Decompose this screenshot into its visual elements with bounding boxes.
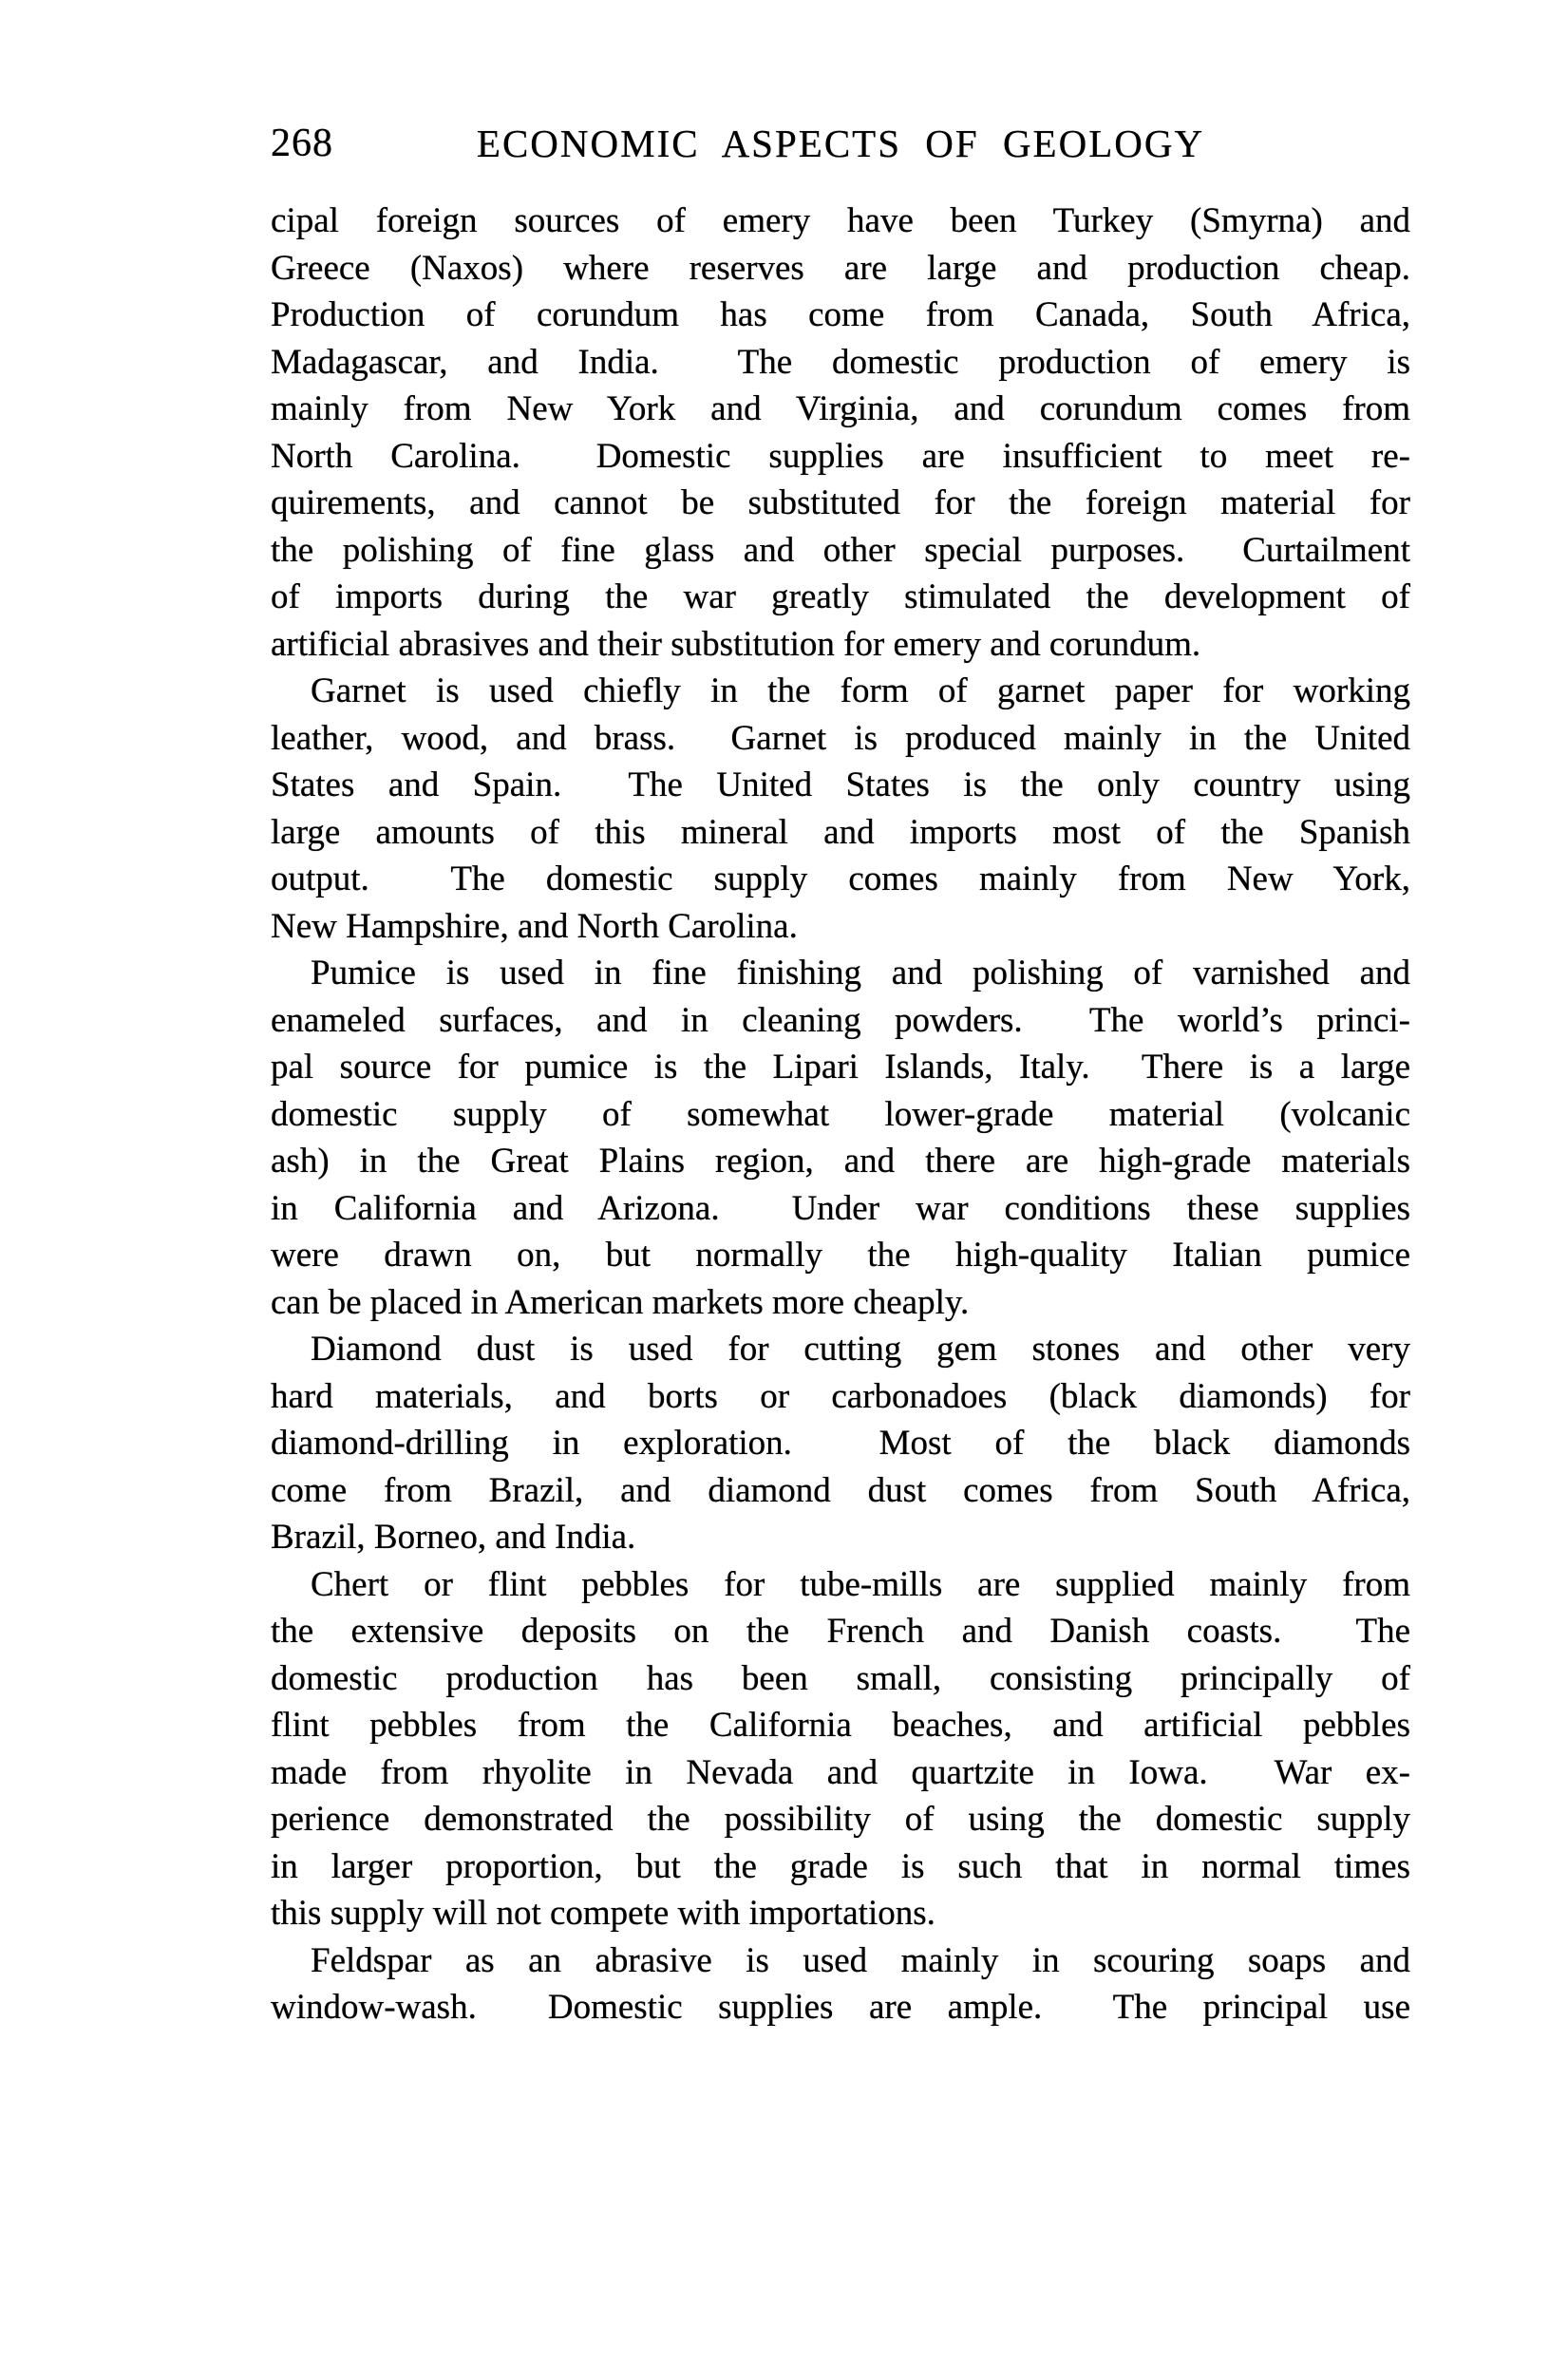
text-line: window-wash. Domestic supplies are ample. The principal use <box>271 1988 1410 2027</box>
text-line: Greece (Naxos) where reserves are large and production cheap. <box>271 248 1410 288</box>
text-line: in California and Arizona. Under war conditions these supplies <box>271 1188 1410 1228</box>
text-line: Brazil, Borneo, and India. <box>271 1518 636 1557</box>
text-line: the polishing of fine glass and other special purposes. Curtailment <box>271 530 1410 570</box>
text-line: output. The domestic supply comes mainly from New York, <box>271 860 1410 898</box>
text-line: New Hampshire, and North Carolina. <box>271 906 798 946</box>
text-line: the extensive deposits on the French and Danish coasts. The <box>271 1612 1410 1651</box>
text-line: ash) in the Great Plains region, and there are high-grade materials <box>271 1142 1410 1181</box>
text-line: North Carolina. Domestic supplies are insufficient to meet re- <box>271 436 1410 476</box>
text-line: can be placed in American markets more cheaply. <box>271 1282 970 1322</box>
text-line: domestic supply of somewhat lower-grade material (volcanic <box>271 1094 1410 1134</box>
paragraph <box>271 668 1410 950</box>
paragraph <box>271 950 1410 1326</box>
page-number: 268 <box>271 122 333 165</box>
text-line: hard materials, and borts or carbonadoes (black diamonds) for <box>271 1376 1410 1416</box>
text-line: artificial abrasives and their substitution for emery and corundum. <box>271 624 1201 664</box>
text-line: were drawn on, but normally the high-quality Italian pumice <box>271 1236 1410 1275</box>
text-line: enameled surfaces, and in cleaning powders. The world’s princi- <box>271 1000 1410 1040</box>
text-line: pal source for pumice is the Lipari Islands, Italy. There is a large <box>271 1048 1410 1087</box>
text-line: Pumice is used in fine finishing and polishing of varnished and <box>311 954 1410 992</box>
text-line: come from Brazil, and diamond dust comes from South Africa, <box>271 1470 1410 1510</box>
text-line: quirements, and cannot be substituted for the foreign material for <box>271 483 1410 522</box>
text-line: leather, wood, and brass. Garnet is produced mainly in the United <box>271 718 1410 758</box>
paragraph <box>271 198 1410 668</box>
body-text <box>271 198 1410 2031</box>
text-line: Feldspar as an abrasive is used mainly in scouring soaps and <box>311 1940 1410 1980</box>
text-line: cipal foreign sources of emery have been Turkey (Smyrna) and <box>271 201 1410 240</box>
text-line: diamond-drilling in exploration. Most of the black diamonds <box>271 1424 1410 1463</box>
text-line: made from rhyolite in Nevada and quartzite in Iowa. War ex- <box>271 1752 1410 1792</box>
text-line: this supply will not compete with importations. <box>271 1894 935 1933</box>
paragraph <box>271 1937 1410 2031</box>
text-line: in larger proportion, but the grade is such that in normal times <box>271 1846 1410 1886</box>
text-line: Production of corundum has come from Canada, South Africa, <box>271 295 1410 334</box>
page-header <box>271 120 1410 169</box>
text-line: large amounts of this mineral and imports most of the Spanish <box>271 812 1410 852</box>
text-line: Garnet is used chiefly in the form of garnet paper for working <box>311 671 1410 710</box>
text-line: Madagascar, and India. The domestic production of emery is <box>271 342 1410 382</box>
text-line: of imports during the war greatly stimulated the development of <box>271 577 1410 616</box>
text-line: perience demonstrated the possibility of using the domestic supply <box>271 1800 1410 1839</box>
paragraph <box>271 1326 1410 1561</box>
running-title: ECONOMIC ASPECTS OF GEOLOGY <box>476 122 1205 165</box>
text-line: States and Spain. The United States is the only country using <box>271 765 1410 804</box>
text-line: mainly from New York and Virginia, and corundum comes from <box>271 389 1410 428</box>
text-line: Diamond dust is used for cutting gem stones and other very <box>311 1330 1410 1369</box>
text-line: domestic production has been small, consisting principally of <box>271 1658 1410 1698</box>
text-line: Chert or flint pebbles for tube-mills are supplied mainly from <box>311 1564 1410 1604</box>
paragraph <box>271 1561 1410 1937</box>
text-line: flint pebbles from the California beaches, and artificial pebbles <box>271 1706 1410 1745</box>
